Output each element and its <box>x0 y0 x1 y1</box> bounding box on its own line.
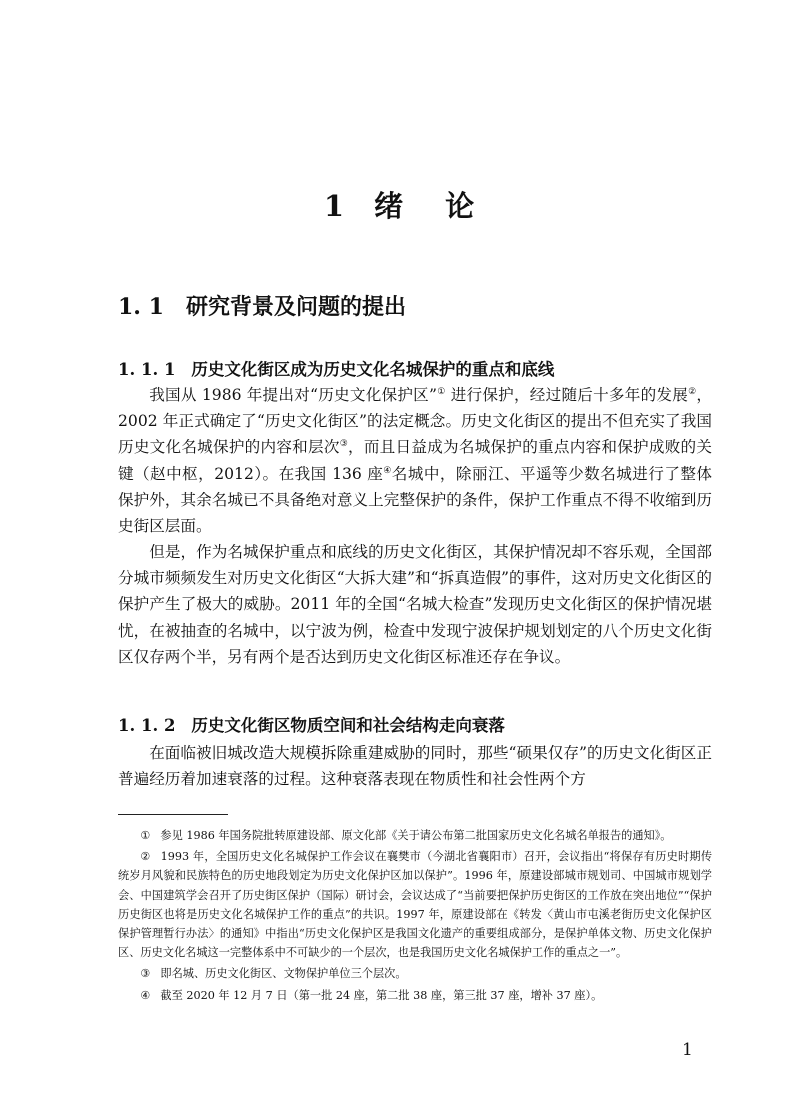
section-heading <box>118 290 406 321</box>
paragraph-1 <box>118 382 712 539</box>
footnote-ref[interactable]: ② <box>688 386 697 397</box>
footnote-text: 参见 1986 年国务院批转原建设部、原文化部《关于请公布第二批国家历史文化名城名单报告的通知》。 <box>160 829 672 842</box>
footnote-item <box>118 964 712 983</box>
subsection-number: 1. 1. 1 <box>118 360 176 379</box>
paragraph-text: 进行保护，经过随后十多年的发展 <box>445 386 689 404</box>
footnote-text: 1993 年，全国历史文化名城保护工作会议在襄樊市（今湖北省襄阳市）召开，会议指出“将保存有历史时期传统岁月风貌和民族特色的历史地段划定为历史文化保护区加以保护”。1996 年，原建设部城市规划司、中国城市规划学会、中国建筑学会召开了历史街区保护（国际）研讨会，会议达成了“当前要把保护历史街区的工作放在突出地位”“保护历史街区也将是历史文化名城保护工作的重点”的共识。1997 年，原建设部在《转发〈黄山市屯溪老街历史文化保护区保护管理暂行办法〉的通知》中指出“历史文化保护区是我国文化遗产的重要组成部分，是保护单体文物、历史文化保护区、历史文化名城这一完整体系中不可缺少的一个层次，也是我国历史文化名城保护工作的重点之一”。 <box>118 850 713 960</box>
footnote-mark: ③ <box>140 967 151 981</box>
footnote-text: 即名城、历史文化街区、文物保护单位三个层次。 <box>160 967 407 981</box>
paragraph-2: 但是，作为名城保护重点和底线的历史文化街区，其保护情况却不容乐观，全国部分城市频频发生对历史文化街区“大拆大建”和“拆真造假”的事件，这对历史文化街区的保护产生了极大的威胁。2011 年的全国“名城大检查”发现历史文化街区的保护情况堪忧，在被抽查的名城中，以宁波为例，检查中发现宁波保护规划划定的八个历史文化街区仅存两个半，另有两个是否达到历史文化街区标准还存在争议。 <box>118 543 712 666</box>
footnote-item <box>118 847 712 962</box>
paragraph-text: ，而且日益成为名城保护的重点内容和保护成败的关键（赵中枢，2012）。在我国 136 座 <box>118 438 712 483</box>
footnote-mark: ① <box>140 829 151 842</box>
footnote-item <box>118 986 712 1005</box>
page-number: 1 <box>682 1040 693 1060</box>
paragraph-3: 在面临被旧城改造大规模拆除重建威胁的同时，那些“硕果仅存”的历史文化街区正普遍经历着加速衰落的过程。这种衰落表现在物质性和社会性两个方 <box>118 744 712 789</box>
paragraph-text: 我国从 1986 年提出对“历史文化保护区” <box>149 386 437 404</box>
footnote-text: 截至 2020 年 12 月 7 日（第一批 24 座，第二批 38 座，第三批 37 座，增补 37 座）。 <box>160 988 603 1002</box>
footnote-ref[interactable]: ③ <box>339 439 349 450</box>
subsection-number: 1. 1. 2 <box>118 716 176 735</box>
subsection-title: 历史文化街区物质空间和社会结构走向衰落 <box>191 716 505 735</box>
footnote-ref[interactable]: ① <box>436 386 446 397</box>
footnote-divider <box>118 814 228 815</box>
subsection-heading-1 <box>118 356 554 380</box>
section-number: 1. 1 <box>118 294 164 320</box>
footnote-mark: ② <box>140 850 151 864</box>
section-title: 研究背景及问题的提出 <box>185 294 406 320</box>
footnote-mark: ④ <box>140 988 151 1002</box>
chapter-title <box>0 184 800 225</box>
chapter-number: 1 <box>323 189 347 223</box>
chapter-title-part2: 论 <box>445 189 477 223</box>
chapter-title-part1: 绪 <box>374 189 406 223</box>
paragraph-text: 名城中，除丽江、平遥等少数名城进行了整体保护外，其余名城已不具备绝对意义上完整保护的条件，保护工作重点不得不收缩到历史街区层面。 <box>118 464 712 536</box>
subsection-heading-2 <box>118 712 505 736</box>
paragraph-text: ，2002 年正式确定了“历史文化街区”的法定概念。历史文化街区的提出不但充实了我国历史文化名城保护的内容和层次 <box>118 386 712 457</box>
footnote-ref[interactable]: ④ <box>383 465 392 476</box>
footnotes <box>118 826 712 1007</box>
footnote-item <box>118 826 712 845</box>
subsection-title: 历史文化街区成为历史文化名城保护的重点和底线 <box>191 360 555 379</box>
